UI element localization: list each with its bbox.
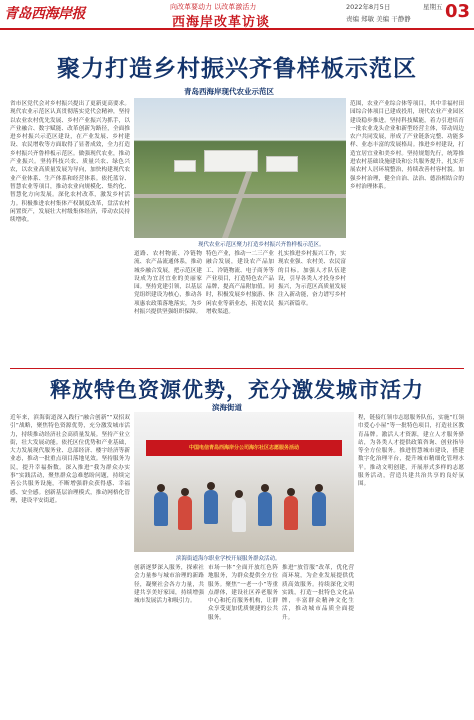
photo-person [258, 492, 272, 526]
article1-body-right: 范围，农业产业综合体等项目，其中幸福村田园综合体项目已建成投用，现代农业产业园区建设稳步推进。坚持科技赋能，着力引进培育一批农业龙头企业和新型经营主体，带动周边农户共同发展，形成了产业链条完整、功能多样、业态丰富的发展格局。推进乡村建设，打造宜居宜业和美乡村。坚持规划先行，统筹推进农村基础设施建设和公共服务提升，扎实开展农村人居环境整治，持续改善村容村貌。加强乡村治理，健全自治、法治、德治相结合的乡村治理体系。 [350, 101, 464, 190]
photo-person-head [157, 484, 165, 492]
photo-person-head [287, 488, 295, 496]
photo-person [284, 496, 298, 530]
photo-sky [134, 98, 346, 138]
photo-person-head [261, 484, 269, 492]
issue-weekday: 星期五 [423, 3, 443, 11]
photo-building [174, 160, 196, 172]
photo-building [266, 156, 298, 172]
issue-date: 2022年8月5日 [346, 3, 391, 11]
column-title: 西海岸改革访谈 [172, 15, 271, 30]
photo-person [204, 490, 218, 524]
photo-building [204, 150, 258, 172]
article2-photo-caption: 滨海街道海尔职业学校开展服务群众活动。 [176, 556, 281, 562]
editor-credits: 责编 郑敏 美编 干静静 [346, 15, 411, 23]
photo-person [312, 492, 326, 526]
article1-body-bottom-right: 扎实推进乡村振兴工作，实现农业强、农村美、农民富的目标。加强人才队伍建设，引导各类人才投身乡村振兴，为示范区高质量发展注入新动能，奋力谱写乡村振兴新篇章。 [278, 251, 346, 307]
article1-headline: 聚力打造乡村振兴齐鲁样板示范区 [57, 56, 417, 82]
article2-body-right: 程，链接红领巾志愿服务队伍，实施“红领巾爱心小屋”等一批特色项目，打造社区教育品牌。激活人才资源，建立人才服务驿站，为各类人才提供政策咨询、创业指导等全方位服务。推进智慧城市建设，搭建数字化治理平台，提升城市精细化管理水平。推动文明创建，开展形式多样的志愿服务活动，营造共建共治共享的良好氛围。 [358, 415, 464, 488]
article1-body-left: 省市区党代会对乡村振兴提出了更新更高要求。现代农业示范区认真贯彻落实党代会精神，坚持以农业农村优先发展、乡村产业振兴为抓手，以产业融合、数字赋能、改革创新为路径，全面推进乡村振兴示范区建设，在产业发展、乡村建设、农民增收等方面取得了显著成效，全力打造乡村振兴齐鲁样板示范区。做强现代农业，推动产业振兴。坚持科技兴农、质量兴农、绿色兴农，以农业高质量发展为导向，加快构建现代农业产业体系、生产体系和经营体系。依托蓝谷、智慧农业等项目，推动农业向规模化、集约化、智慧化方向发展。深化农村改革，激发乡村活力。积极推进农村集体产权制度改革，盘活农村闲置资产，发展壮大村级集体经济，带动农民持续增收。 [10, 101, 130, 224]
article1-body-bottom-mid: 特色产业，推动一二三产业融合发展，建设农产品加工、冷链物流、电子商务等产业项目，打造特色农产品品牌，提高产品附加值。同时，积极发展乡村旅游、休闲农业等新业态，拓宽农民增收渠道。 [206, 251, 274, 316]
photo-banner: 中国电信青岛西海岸分公司海尔社区志愿服务活动 [146, 440, 342, 456]
article2-body-bottom-right: 推进“放管服”改革，优化营商环境，为企业发展提供优质高效服务。持续深化文明实践，打造一批特色文化品牌，丰富群众精神文化生活，推动城市品质全面提升。 [282, 565, 354, 621]
masthead [0, 0, 474, 30]
newspaper-logo: 青岛西海岸报 [4, 6, 85, 22]
masthead-slogan: 向改革要动力 以改革激活力 [170, 3, 257, 11]
photo-person-head [315, 484, 323, 492]
photo-person-head [235, 490, 243, 498]
photo-person-head [207, 482, 215, 490]
photo-person-head [181, 488, 189, 496]
page-number: 03 [445, 1, 471, 22]
article2-body-bottom-mid: 市场一体”全面开放红色阵地服务，为群众提供全方位服务。聚焦“一老一小”等重点群体，建设社区养老服务中心和托育服务机构，让群众享受更加优质便捷的公共服务。 [208, 565, 278, 621]
photo-person [178, 496, 192, 530]
article2-byline: 滨海街道 [212, 403, 242, 412]
article2-headline: 释放特色资源优势，充分激发城市活力 [50, 378, 424, 402]
article2-body-left: 近年来，滨海街道深入践行“融合创新”“双招双引”战略，聚焦特色资源优势，充分激发城市活力，持续推动经济社会高质量发展。坚持产业立街，壮大发展动能。依托区位优势和产业基础，大力发展现代服务业、总部经济、楼宇经济等新业态，推动一批重点项目落地见效。坚持服务为民，提升幸福指数。深入推进“我为群众办实事”实践活动，聚焦群众急难愁盼问题，持续完善公共服务设施，不断增强群众获得感、幸福感、安全感。创新基层治理模式，推动网格化管理，建设平安街道。 [10, 415, 130, 504]
article2-body-bottom-left: 创新逐梦深入服务，探索社会力量参与城市治理的新路径，凝聚社会各方力量，共建共享美好家园，持续增强城市发展活力和吸引力。 [134, 565, 204, 605]
article1-photo-caption: 现代农业示范区聚力打造乡村振兴齐鲁样板示范区。 [198, 242, 325, 248]
photo-road [222, 172, 252, 238]
article1-photo [134, 98, 346, 238]
photo-person [154, 492, 168, 526]
section-divider [10, 368, 464, 369]
article1-body-bottom-left: 道路、农村物流、冷链物流、农产品流通体系，推动城乡融合发展，把示范区建设成为宜居宜业的美丽家园。坚持党建引领，以基层党组织建设为核心，推动各项惠农政策落地落实，为乡村振兴提供坚强组织保障。 [134, 251, 202, 316]
article2-photo [134, 412, 354, 552]
photo-road [134, 194, 346, 198]
article1-byline: 青岛西海岸现代农业示范区 [184, 87, 274, 96]
photo-person [232, 498, 246, 532]
